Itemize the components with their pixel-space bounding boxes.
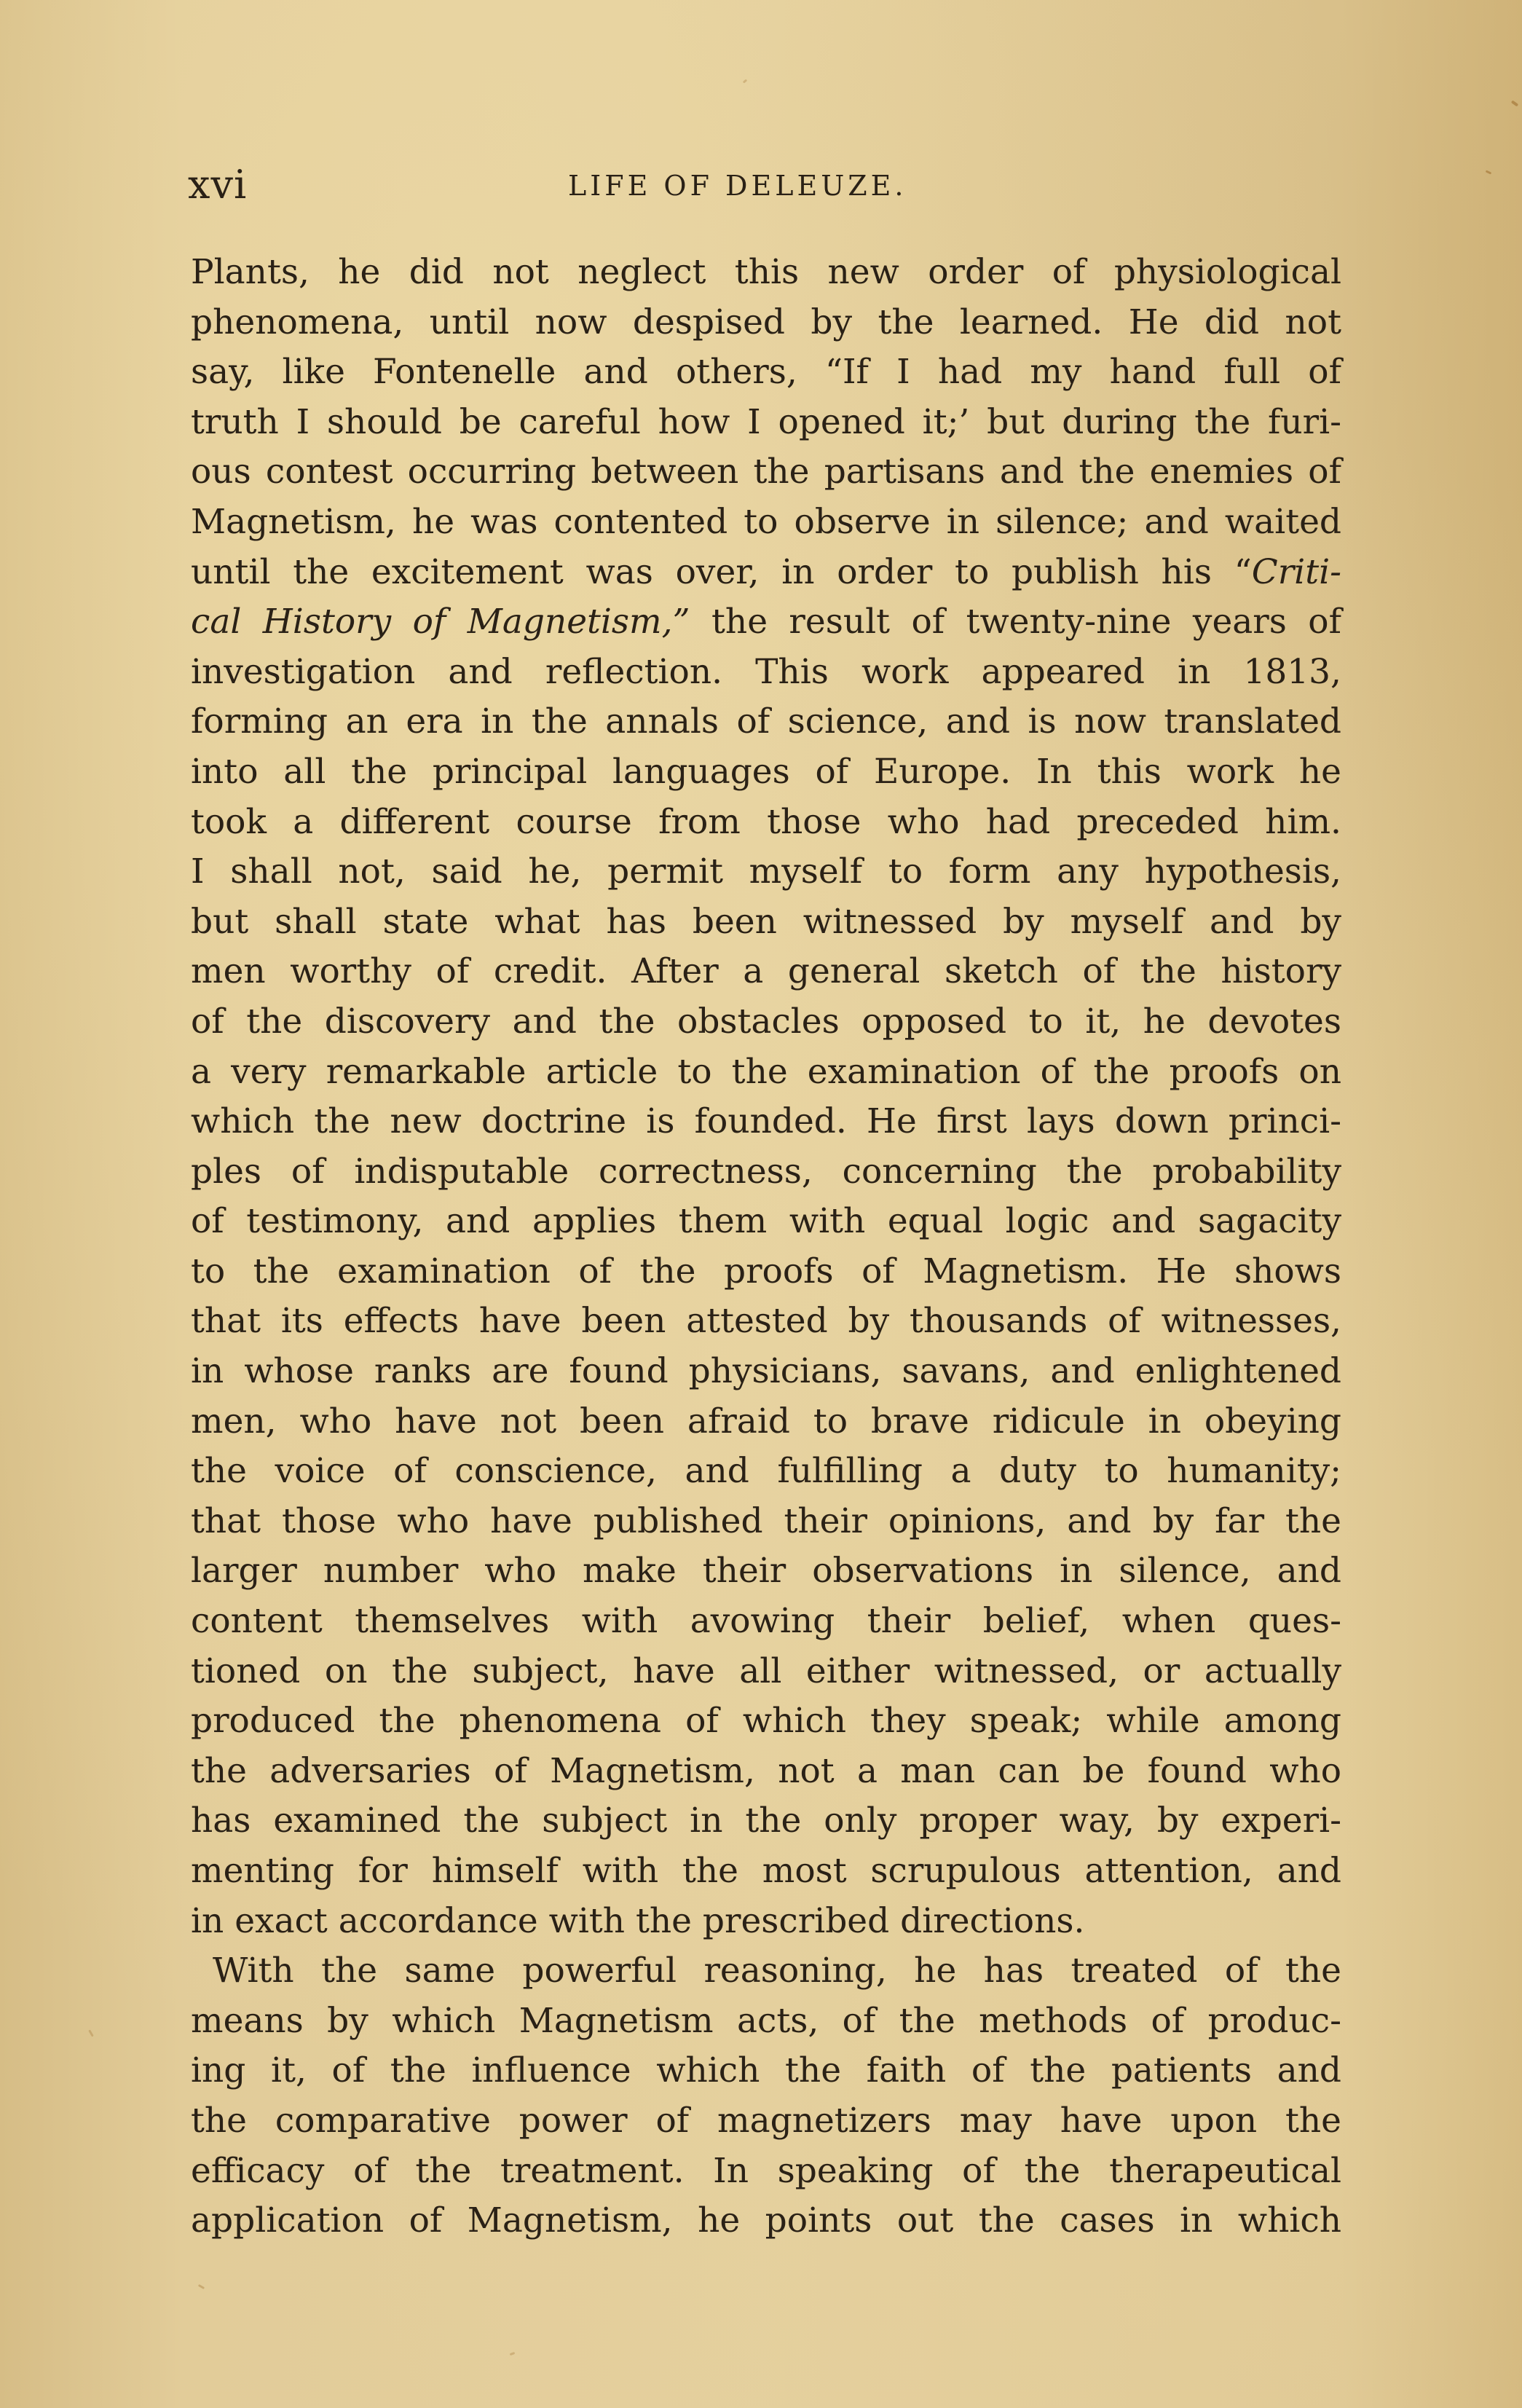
paper-speck <box>1511 100 1518 106</box>
text-line: that those who have published their opinions, and by far the <box>191 1500 1341 1541</box>
text-line: application of Magnetism, he points out the cases in which <box>191 2200 1341 2241</box>
text-line: men worthy of credit. After a general sketch of the history <box>191 951 1341 992</box>
text-line: truth I should be careful how I opened it;’ but during the furi- <box>191 401 1341 442</box>
paper-speck <box>743 79 748 83</box>
text-line: that its effects have been attested by thousands of witnesses, <box>191 1301 1341 1342</box>
text-line: Magnetism, he was contented to observe in silence; and waited <box>191 501 1341 542</box>
text-line: the adversaries of Magnetism, not a man can be found who <box>191 1750 1341 1791</box>
text-line: larger number who make their observations in silence, and <box>191 1551 1341 1591</box>
running-title: LIFE OF DELEUZE. <box>568 170 907 202</box>
text-line: content themselves with avowing their belief, when ques- <box>191 1601 1341 1642</box>
text-line: men, who have not been afraid to brave ridicule in obeying <box>191 1401 1341 1441</box>
text-line: tioned on the subject, have all either witnessed, or actually <box>191 1650 1341 1691</box>
text-line: say, like Fontenelle and others, “If I had my hand full of <box>191 352 1341 393</box>
text-segment: until the excitement was over, in order to publish his “ <box>191 551 1252 592</box>
text-line: has examined the subject in the only proper way, by experi- <box>191 1801 1341 1841</box>
text-line: menting for himself with the most scrupulous attention, and <box>191 1851 1341 1891</box>
text-line: the voice of conscience, and fulfilling a duty to humanity; <box>191 1451 1341 1492</box>
text-line: into all the principal languages of Europe. In this work he <box>191 751 1341 792</box>
text-line: but shall state what has been witnessed by myself and by <box>191 901 1341 942</box>
text-line: a very remarkable article to the examination of the proofs on <box>191 1051 1341 1092</box>
text-line: ing it, of the influence which the faith of the patients and <box>191 2050 1341 2091</box>
paper-speck <box>1486 170 1492 174</box>
text-line: Plants, he did not neglect this new order of physiological <box>191 252 1341 292</box>
text-line <box>191 597 1341 648</box>
text-line: in whose ranks are found physicians, savans, and enlightened <box>191 1351 1341 1392</box>
text-segment: the result of twenty-nine years of <box>711 602 1341 642</box>
text-line: which the new doctrine is founded. He first lays down princi- <box>191 1101 1341 1142</box>
text-line: the comparative power of magnetizers may have upon the <box>191 2100 1341 2141</box>
paper-speck <box>88 2029 94 2037</box>
text-line: took a different course from those who had preceded him. <box>191 801 1341 842</box>
text-line: investigation and reflection. This work appeared in 1813, <box>191 651 1341 692</box>
text-line <box>191 548 1341 598</box>
text-line: to the examination of the proofs of Magnetism. He shows <box>191 1251 1341 1291</box>
book-title-italic: cal History of Magnetism,” <box>191 602 690 642</box>
text-line: produced the phenomena of which they speak; while among <box>191 1701 1341 1742</box>
text-line: means by which Magnetism acts, of the methods of produc- <box>191 2000 1341 2041</box>
text-line: of the discovery and the obstacles opposed to it, he devotes <box>191 1001 1341 1042</box>
text-line: efficacy of the treatment. In speaking of the therapeutical <box>191 2150 1341 2191</box>
paragraph-end-line: in exact accordance with the prescribed directions. <box>191 1900 1085 1941</box>
text-line: forming an era in the annals of science, and is now translated <box>191 701 1341 742</box>
text-line: phenomena, until now despised by the learned. He did not <box>191 302 1341 342</box>
text-line: I shall not, said he, permit myself to form any hypothesis, <box>191 851 1341 892</box>
paper-speck <box>198 2284 205 2289</box>
body-text <box>191 248 1341 2246</box>
paper-speck <box>510 2352 516 2356</box>
page-number: xvi <box>188 162 248 208</box>
text-line: of testimony, and applies them with equal logic and sagacity <box>191 1201 1341 1242</box>
text-line: ous contest occurring between the partisans and the enemies of <box>191 452 1341 492</box>
book-title-italic: Criti- <box>1251 551 1341 592</box>
running-header <box>188 163 1340 207</box>
text-line: ples of indisputable correctness, concerning the probability <box>191 1151 1341 1192</box>
paragraph-start-line: With the same powerful reasoning, he has treated of the <box>213 1951 1341 1991</box>
